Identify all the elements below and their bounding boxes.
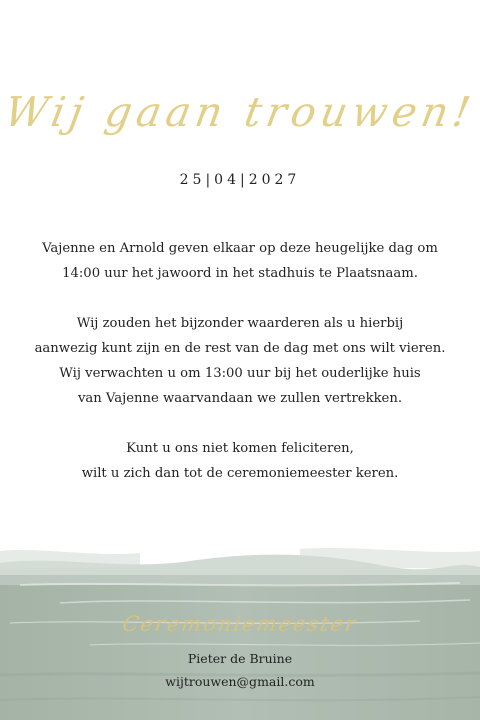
contact-role: Ceremoniemeester [120, 612, 360, 636]
wedding-date: 25|04|2027 [179, 172, 301, 188]
body-line: Vajenne en Arnold geven elkaar op deze heugelijke dag om [42, 241, 438, 256]
body-line: Wij zouden het bijzonder waarderen als u hierbij [76, 316, 404, 331]
paragraph-ceremony [30, 236, 450, 286]
invitation-title: Wij gaan trouwen! [1, 88, 479, 136]
contact-name: Pieter de Bruine [187, 651, 293, 666]
body-line: aanwezig kunt zijn en de rest van de dag met ons wilt vieren. [34, 341, 446, 356]
body-line: van Vajenne waarvandaan we zullen vertrekken. [77, 391, 403, 406]
body-line: Wij verwachten u om 13:00 uur bij het ouderlijke huis [59, 366, 421, 381]
body-line: 14:00 uur het jawoord in het stadhuis te Plaatsnaam. [62, 266, 418, 281]
invitation-body [30, 236, 450, 511]
body-line: Kunt u ons niet komen feliciteren, [126, 441, 354, 456]
paragraph-celebration [30, 311, 450, 411]
body-line: wilt u zich dan tot de ceremoniemeester keren. [81, 466, 399, 481]
contact-email[interactable]: wijtrouwen@gmail.com [165, 674, 315, 689]
paragraph-contact-note [30, 436, 450, 486]
